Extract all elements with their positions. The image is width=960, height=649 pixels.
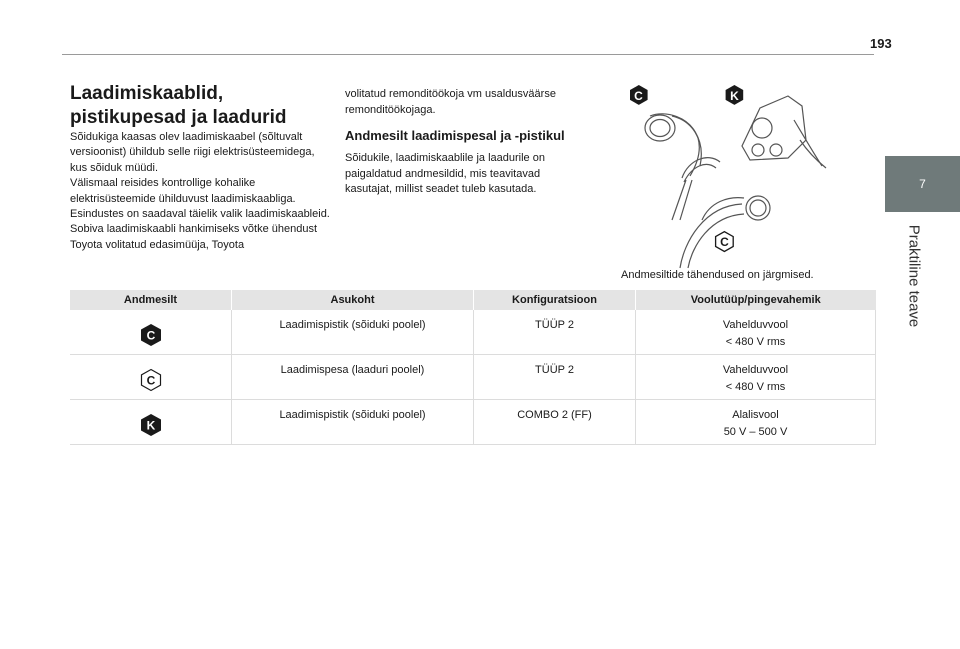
- current-type: Vahelduvvool: [722, 319, 789, 331]
- connector-illustration: [610, 80, 830, 270]
- chapter-tab[interactable]: 7: [885, 156, 960, 212]
- table-header-row: [70, 290, 876, 310]
- voltage-range: < 480 V rms: [725, 381, 786, 393]
- location-cell: Laadimispesa (laaduri poolel): [232, 355, 474, 400]
- intro-text: [70, 130, 332, 253]
- table-row: [70, 400, 876, 445]
- hex-k-filled-icon: [139, 413, 163, 437]
- continued-text: volitatud remonditöökoja vm usaldusväärse remonditöökojaga.: [345, 88, 556, 116]
- current-cell: [636, 355, 876, 400]
- illustration-caption: Andmesiltide tähendused on järgmised.: [621, 269, 814, 281]
- subsection-heading: Andmesilt laadimispesal ja -pistikul: [345, 128, 565, 143]
- label-cell: [70, 310, 232, 355]
- config-cell: TÜÜP 2: [474, 355, 636, 400]
- column-header: Voolutüüp/pingevahemik: [636, 290, 876, 310]
- illus-label-c-outline: C: [720, 235, 729, 249]
- intro-paragraph: Sõidukiga kaasas olev laadimiskaabel (sõltuvalt versioonist) ühildub selle riigi elektrisüsteemidega, kus sõiduk müüdi.: [70, 131, 315, 174]
- intro-paragraph: Välismaal reisides kontrollige kohalike elektrisüsteemide ühilduvust laadimiskaabliga.: [70, 177, 296, 205]
- label-cell: [70, 400, 232, 445]
- intro-paragraph: Sobiva laadimiskaabli hankimiseks võtke ühendust Toyota volitatud edasimüüja, Toyota: [70, 223, 318, 251]
- illus-label-c: C: [634, 89, 643, 103]
- column-header: Asukoht: [232, 290, 474, 310]
- hex-c-outline-icon: [139, 368, 163, 392]
- hex-c-filled-icon: [139, 323, 163, 347]
- intro-paragraph: Esindustes on saadaval täielik valik laadimiskaableid.: [70, 208, 330, 221]
- current-type: Alalisvool: [732, 409, 779, 421]
- table-row: [70, 355, 876, 400]
- voltage-range: < 480 V rms: [725, 336, 786, 348]
- chapter-title: [903, 222, 925, 330]
- hex-letter: C: [146, 373, 155, 388]
- section-heading: Laadimiskaablid, pistikupesad ja laadurid: [70, 83, 287, 128]
- current-cell: [636, 400, 876, 445]
- hex-letter: C: [146, 328, 155, 343]
- config-cell: COMBO 2 (FF): [474, 400, 636, 445]
- connector-table: [70, 290, 876, 445]
- voltage-range: 50 V – 500 V: [723, 426, 788, 438]
- column-header: Andmesilt: [70, 290, 232, 310]
- page-number: 193: [870, 36, 892, 51]
- location-cell: Laadimispistik (sõiduki poolel): [232, 400, 474, 445]
- label-cell: [70, 355, 232, 400]
- header-rule: [62, 54, 874, 55]
- illus-label-k: K: [730, 89, 739, 103]
- current-type: Vahelduvvool: [722, 364, 789, 376]
- location-cell: Laadimispistik (sõiduki poolel): [232, 310, 474, 355]
- current-cell: [636, 310, 876, 355]
- hex-letter: K: [146, 418, 155, 433]
- column-header: Konfiguratsioon: [474, 290, 636, 310]
- chapter-title-text: Praktiline teave: [905, 224, 923, 328]
- table-row: [70, 310, 876, 355]
- config-cell: TÜÜP 2: [474, 310, 636, 355]
- subsection-text: Sõidukile, laadimiskaablile ja laadurile on paigaldatud andmesildid, mis teavitavad kasutajat, millist seadet tuleb kasutada.: [345, 152, 545, 195]
